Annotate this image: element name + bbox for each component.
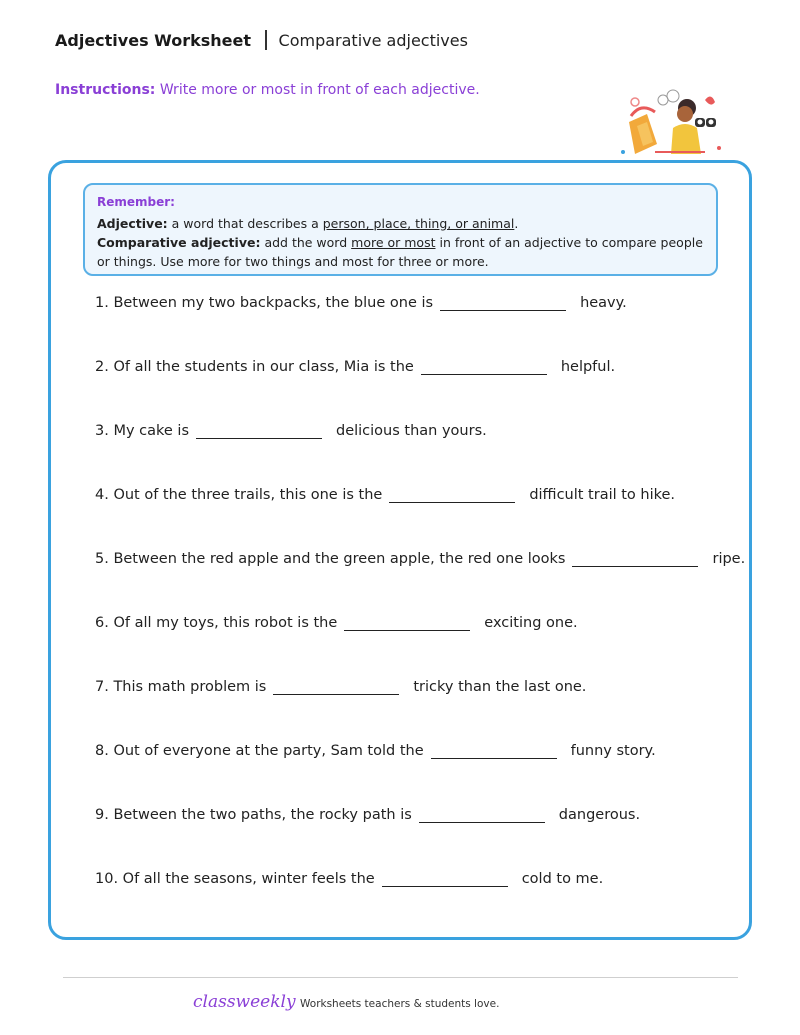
adjective-definition xyxy=(97,214,704,233)
question-item xyxy=(95,613,578,631)
question-ending: ripe. xyxy=(712,551,746,567)
question-ending: cold to me. xyxy=(521,871,604,887)
question-item xyxy=(95,805,640,823)
remember-title: Remember: xyxy=(97,195,175,209)
comparative-definition xyxy=(97,233,704,271)
question-item xyxy=(95,357,615,375)
question-ending: helpful. xyxy=(560,359,616,375)
instructions-text: Write more or most in front of each adjective. xyxy=(159,82,480,98)
question-ending: tricky than the last one. xyxy=(413,679,587,695)
question-item xyxy=(95,741,656,759)
question-ending: exciting one. xyxy=(484,615,578,631)
adjective-def-post: . xyxy=(514,216,519,231)
adjective-def-underlined: person, place, thing, or animal xyxy=(322,216,515,231)
question-item xyxy=(95,485,675,503)
question-item xyxy=(95,677,586,695)
question-ending: heavy. xyxy=(580,295,627,311)
answer-blank[interactable] xyxy=(421,357,547,375)
question-item xyxy=(95,869,603,887)
answer-blank[interactable] xyxy=(273,677,399,695)
question-text: 2. Of all the students in our class, Mia is the xyxy=(95,359,414,375)
question-text: 8. Out of everyone at the party, Sam told the xyxy=(95,743,424,759)
question-text: 9. Between the two paths, the rocky path is xyxy=(95,807,412,823)
instructions xyxy=(55,82,480,98)
question-item xyxy=(95,293,627,311)
question-text: 5. Between the red apple and the green apple, the red one looks xyxy=(95,551,566,567)
brand-logo: classweekly xyxy=(193,992,296,1012)
answer-blank[interactable] xyxy=(431,741,557,759)
question-ending: delicious than yours. xyxy=(336,423,487,439)
question-text: 1. Between my two backpacks, the blue one is xyxy=(95,295,434,311)
question-item xyxy=(95,549,745,567)
comparative-term: Comparative adjective: xyxy=(97,235,261,250)
comparative-def-underlined: more or most xyxy=(351,235,436,250)
question-text: 3. My cake is xyxy=(95,423,189,439)
answer-blank[interactable] xyxy=(419,805,545,823)
page-header xyxy=(55,30,468,50)
answer-blank[interactable] xyxy=(196,421,322,439)
comparative-def-post: in front of an adjective to compare people or things. Use more for two things and most for three or more. xyxy=(97,235,703,269)
question-ending: difficult trail to hike. xyxy=(529,487,676,503)
adjective-def-pre: a word that describes a xyxy=(171,216,319,231)
answer-blank[interactable] xyxy=(572,549,698,567)
question-item xyxy=(95,421,487,439)
instructions-label: Instructions: xyxy=(55,82,156,98)
worksheet-title: Adjectives Worksheet xyxy=(55,30,252,50)
header-divider xyxy=(265,30,267,50)
answer-blank[interactable] xyxy=(344,613,470,631)
footer-tagline: Worksheets teachers & students love. xyxy=(300,998,500,1010)
worksheet-subtitle: Comparative adjectives xyxy=(278,30,468,50)
answer-blank[interactable] xyxy=(382,869,508,887)
answer-blank[interactable] xyxy=(389,485,515,503)
question-text: 10. Of all the seasons, winter feels the xyxy=(95,871,375,887)
footer-divider xyxy=(63,977,738,978)
question-ending: funny story. xyxy=(570,743,656,759)
answer-blank[interactable] xyxy=(440,293,566,311)
comparative-def-pre: add the word xyxy=(264,235,348,250)
question-text: 4. Out of the three trails, this one is the xyxy=(95,487,383,503)
girl-with-binoculars-illustration xyxy=(615,82,725,172)
remember-box xyxy=(83,183,718,276)
adjective-term: Adjective: xyxy=(97,216,168,231)
question-text: 6. Of all my toys, this robot is the xyxy=(95,615,338,631)
question-text: 7. This math problem is xyxy=(95,679,267,695)
question-ending: dangerous. xyxy=(558,807,641,823)
